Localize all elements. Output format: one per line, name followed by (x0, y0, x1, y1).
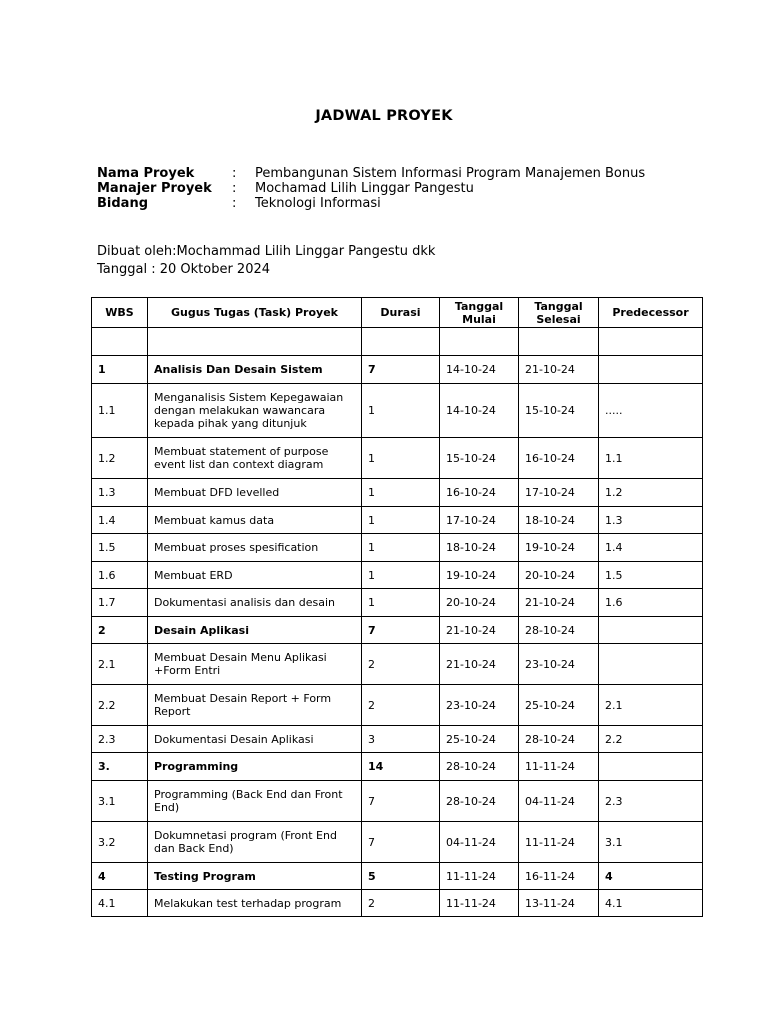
cell-predecessor (599, 644, 703, 685)
cell-duration: 1 (362, 534, 440, 562)
cell-predecessor: 1.1 (599, 438, 703, 479)
cell-start-date: 11-11-24 (440, 890, 519, 917)
cell-duration: 1 (362, 479, 440, 507)
project-name-label: Nama Proyek (97, 166, 195, 181)
header-duration: Durasi (362, 298, 440, 328)
cell-task: Dokumnetasi program (Front End dan Back End) (148, 822, 362, 863)
cell-wbs: 3. (92, 753, 148, 781)
header-end-line2: Selesai (536, 312, 581, 326)
table-row (92, 589, 703, 617)
project-info (97, 166, 645, 211)
table-row (92, 479, 703, 507)
table-row (92, 617, 703, 644)
schedule-table (91, 297, 703, 917)
cell-task: Programming (Back End dan Front End) (148, 781, 362, 822)
cell-start-date: 21-10-24 (440, 644, 519, 685)
cell-predecessor: 1.6 (599, 589, 703, 617)
cell-duration: 1 (362, 507, 440, 534)
table-row (92, 534, 703, 562)
cell-wbs: 1.2 (92, 438, 148, 479)
cell-duration: 7 (362, 356, 440, 384)
header-start-line2: Mulai (462, 312, 496, 326)
cell-duration (362, 328, 440, 356)
cell-end-date: 25-10-24 (519, 685, 599, 726)
cell-end-date: 04-11-24 (519, 781, 599, 822)
cell-predecessor: ..... (599, 384, 703, 438)
cell-task: Programming (148, 753, 362, 781)
cell-task (148, 328, 362, 356)
cell-duration: 7 (362, 617, 440, 644)
header-end-date (519, 298, 599, 328)
cell-end-date: 28-10-24 (519, 726, 599, 753)
cell-predecessor: 1.2 (599, 479, 703, 507)
cell-start-date: 28-10-24 (440, 753, 519, 781)
cell-duration: 5 (362, 863, 440, 890)
cell-wbs: 2 (92, 617, 148, 644)
table-row (92, 644, 703, 685)
cell-start-date: 20-10-24 (440, 589, 519, 617)
table-row (92, 438, 703, 479)
cell-task: Membuat ERD (148, 562, 362, 589)
cell-duration: 2 (362, 644, 440, 685)
cell-end-date: 13-11-24 (519, 890, 599, 917)
cell-predecessor: 2.2 (599, 726, 703, 753)
cell-predecessor: 2.1 (599, 685, 703, 726)
cell-task: Membuat Desain Menu Aplikasi +Form Entri (148, 644, 362, 685)
cell-end-date: 15-10-24 (519, 384, 599, 438)
cell-end-date: 11-11-24 (519, 822, 599, 863)
cell-end-date: 16-11-24 (519, 863, 599, 890)
project-name-row (97, 166, 645, 181)
cell-wbs: 4 (92, 863, 148, 890)
cell-end-date: 16-10-24 (519, 438, 599, 479)
cell-end-date: 20-10-24 (519, 562, 599, 589)
cell-end-date: 23-10-24 (519, 644, 599, 685)
cell-wbs: 3.2 (92, 822, 148, 863)
cell-task: Testing Program (148, 863, 362, 890)
table-row (92, 328, 703, 356)
header-task: Gugus Tugas (Task) Proyek (148, 298, 362, 328)
cell-start-date: 15-10-24 (440, 438, 519, 479)
cell-start-date: 14-10-24 (440, 384, 519, 438)
cell-wbs: 3.1 (92, 781, 148, 822)
cell-start-date: 23-10-24 (440, 685, 519, 726)
field-value: Teknologi Informasi (255, 196, 381, 211)
cell-predecessor: 4.1 (599, 890, 703, 917)
cell-wbs: 2.2 (92, 685, 148, 726)
table-row (92, 726, 703, 753)
cell-predecessor (599, 753, 703, 781)
cell-duration: 7 (362, 781, 440, 822)
cell-wbs: 1 (92, 356, 148, 384)
table-row (92, 753, 703, 781)
header-start-date (440, 298, 519, 328)
cell-start-date: 18-10-24 (440, 534, 519, 562)
table-row (92, 890, 703, 917)
cell-start-date: 16-10-24 (440, 479, 519, 507)
field-row (97, 196, 645, 211)
cell-task: Menganalisis Sistem Kepegawaian dengan melakukan wawancara kepada pihak yang ditunjuk (148, 384, 362, 438)
cell-task: Membuat Desain Report + Form Report (148, 685, 362, 726)
cell-start-date: 25-10-24 (440, 726, 519, 753)
cell-predecessor: 1.5 (599, 562, 703, 589)
cell-task: Membuat kamus data (148, 507, 362, 534)
cell-wbs: 1.4 (92, 507, 148, 534)
cell-start-date: 21-10-24 (440, 617, 519, 644)
table-row (92, 781, 703, 822)
cell-predecessor (599, 328, 703, 356)
cell-duration: 14 (362, 753, 440, 781)
cell-start-date: 19-10-24 (440, 562, 519, 589)
cell-duration: 2 (362, 685, 440, 726)
cell-task: Membuat statement of purpose event list dan context diagram (148, 438, 362, 479)
cell-duration: 1 (362, 438, 440, 479)
cell-duration: 1 (362, 562, 440, 589)
project-manager-colon: : (232, 181, 237, 196)
cell-wbs: 1.3 (92, 479, 148, 507)
cell-wbs: 2.3 (92, 726, 148, 753)
cell-duration: 3 (362, 726, 440, 753)
cell-predecessor (599, 356, 703, 384)
table-row (92, 507, 703, 534)
table-row (92, 685, 703, 726)
cell-wbs: 4.1 (92, 890, 148, 917)
cell-end-date: 28-10-24 (519, 617, 599, 644)
cell-wbs: 2.1 (92, 644, 148, 685)
cell-predecessor: 1.3 (599, 507, 703, 534)
project-manager-value: Mochamad Lilih Linggar Pangestu (255, 181, 474, 196)
cell-task: Membuat proses spesification (148, 534, 362, 562)
cell-predecessor: 3.1 (599, 822, 703, 863)
table-row (92, 356, 703, 384)
cell-end-date: 21-10-24 (519, 356, 599, 384)
table-header-row (92, 298, 703, 328)
cell-end-date: 17-10-24 (519, 479, 599, 507)
project-manager-row (97, 181, 645, 196)
header-predecessor: Predecessor (599, 298, 703, 328)
cell-duration: 7 (362, 822, 440, 863)
author-block (97, 243, 435, 279)
cell-end-date: 18-10-24 (519, 507, 599, 534)
cell-wbs (92, 328, 148, 356)
project-name-value: Pembangunan Sistem Informasi Program Manajemen Bonus (255, 166, 646, 181)
cell-duration: 2 (362, 890, 440, 917)
cell-start-date: 04-11-24 (440, 822, 519, 863)
cell-start-date: 28-10-24 (440, 781, 519, 822)
date-line: Tanggal : 20 Oktober 2024 (97, 262, 271, 277)
cell-wbs: 1.7 (92, 589, 148, 617)
header-end-line1: Tanggal (534, 299, 583, 313)
project-manager-label: Manajer Proyek (97, 181, 212, 196)
page-title: JADWAL PROYEK (315, 108, 453, 124)
cell-end-date: 19-10-24 (519, 534, 599, 562)
cell-start-date (440, 328, 519, 356)
cell-end-date (519, 328, 599, 356)
table-row (92, 384, 703, 438)
cell-end-date: 21-10-24 (519, 589, 599, 617)
cell-duration: 1 (362, 589, 440, 617)
cell-predecessor: 1.4 (599, 534, 703, 562)
table-row (92, 562, 703, 589)
cell-wbs: 1.5 (92, 534, 148, 562)
field-label: Bidang (97, 196, 149, 211)
author-line: Dibuat oleh:Mochammad Lilih Linggar Pangestu dkk (97, 244, 436, 259)
table-row (92, 863, 703, 890)
cell-task: Analisis Dan Desain Sistem (148, 356, 362, 384)
cell-predecessor: 2.3 (599, 781, 703, 822)
cell-start-date: 14-10-24 (440, 356, 519, 384)
cell-duration: 1 (362, 384, 440, 438)
cell-predecessor (599, 617, 703, 644)
cell-start-date: 17-10-24 (440, 507, 519, 534)
cell-task: Dokumentasi Desain Aplikasi (148, 726, 362, 753)
cell-end-date: 11-11-24 (519, 753, 599, 781)
cell-task: Dokumentasi analisis dan desain (148, 589, 362, 617)
table-row (92, 822, 703, 863)
cell-task: Melakukan test terhadap program (148, 890, 362, 917)
header-start-line1: Tanggal (454, 299, 504, 313)
cell-start-date: 11-11-24 (440, 863, 519, 890)
cell-predecessor: 4 (599, 863, 703, 890)
cell-wbs: 1.6 (92, 562, 148, 589)
cell-task: Membuat DFD levelled (148, 479, 362, 507)
project-name-colon: : (232, 166, 237, 181)
cell-task: Desain Aplikasi (148, 617, 362, 644)
cell-wbs: 1.1 (92, 384, 148, 438)
field-colon: : (232, 196, 237, 211)
header-wbs: WBS (92, 298, 148, 328)
